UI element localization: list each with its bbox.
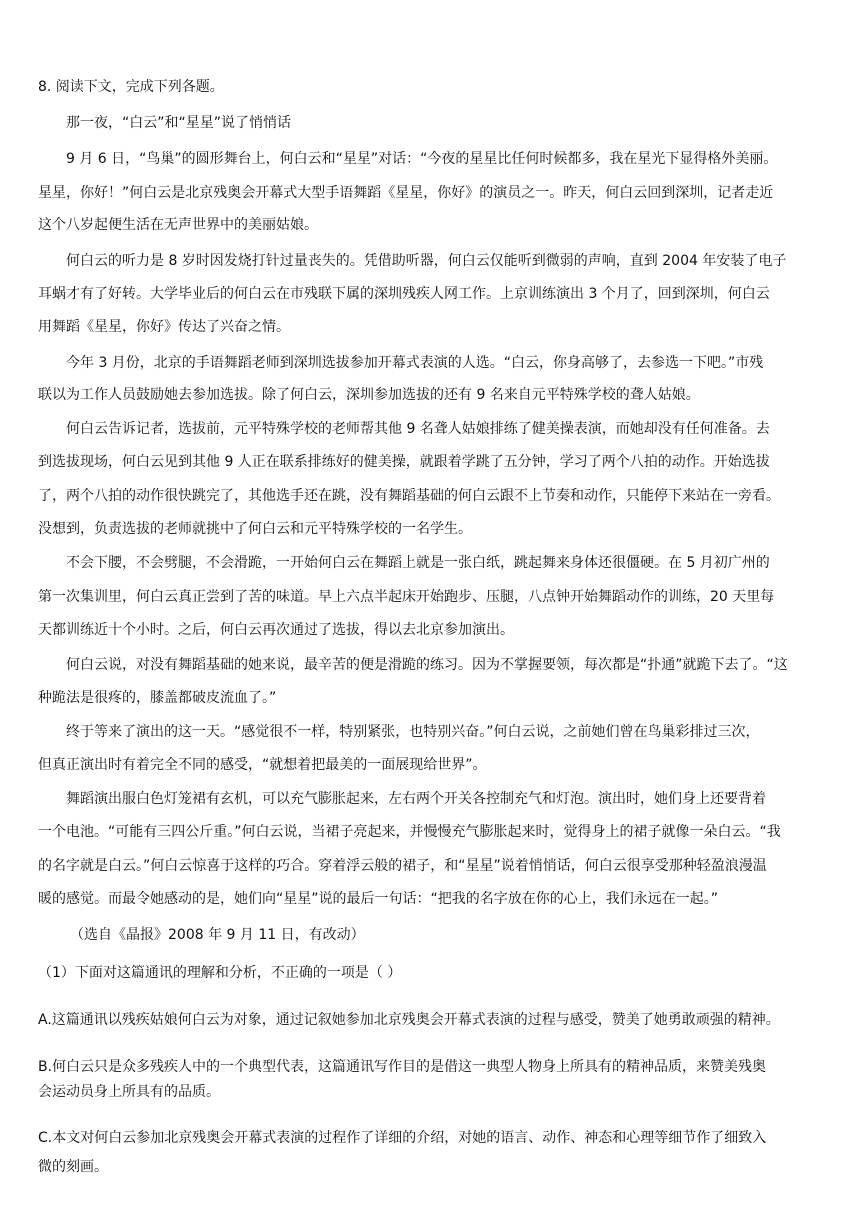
question-header: 8. 阅读下文，完成下列各题。 bbox=[38, 79, 224, 95]
option-c-line: C.本文对何白云参加北京残奥会开幕式表演的过程作了详细的介绍，对她的语言、动作、神态和心理等细节作了细致入 bbox=[38, 1130, 767, 1146]
article-line: 何白云的听力是 8 岁时因发烧打针过量丧失的。凭借助听器，何白云仅能听到微弱的声响，直到 2004 年安装了电子 bbox=[66, 253, 787, 269]
article-line: 用舞蹈《星星，你好》传达了兴奋之情。 bbox=[38, 319, 290, 335]
article-line: 终于等来了演出的这一天。“感觉很不一样，特别紧张，也特别兴奋。”何白云说，之前她们曾在鸟巢彩排过三次， bbox=[66, 724, 760, 740]
article-line: 联以为工作人员鼓励她去参加选拔。除了何白云，深圳参加选拔的还有 9 名来自元平特殊学校的聋人姑娘。 bbox=[38, 387, 700, 403]
article-line: 不会下腰，不会劈腿，不会滑跪，一开始何白云在舞蹈上就是一张白纸，跳起舞来身体还很僵硬。在 5 月初广州的 bbox=[66, 555, 770, 571]
option-b-line: 会运动员身上所具有的品质。 bbox=[38, 1084, 220, 1100]
article-line: 舞蹈演出服白色灯笼裙有玄机，可以充气膨胀起来，左右两个开关各控制充气和灯泡。演出时，她们身上还要背着 bbox=[66, 791, 766, 807]
article-title: 那一夜，“白云”和“星星”说了悄悄话 bbox=[66, 115, 292, 131]
article-line: 何白云说，对没有舞蹈基础的她来说，最辛苦的便是滑跪的练习。因为不掌握要领，每次都是“扑通”就跪下去了。“这 bbox=[66, 657, 788, 673]
question-stem: （1）下面对这篇通讯的理解和分析，不正确的一项是（ ） bbox=[38, 965, 402, 981]
article-line: 第一次集训里，何白云真正尝到了苦的味道。早上六点半起床开始跑步、压腿，八点钟开始舞蹈动作的训练，20 天里每 bbox=[38, 589, 775, 605]
article-line: 天都训练近十个小时。之后，何白云再次通过了选拔，得以去北京参加演出。 bbox=[38, 622, 514, 638]
article-line: 何白云告诉记者，选拔前，元平特殊学校的老师帮其他 9 名聋人姑娘排练了健美操表演，而她却没有任何准备。去 bbox=[66, 421, 770, 437]
option-a: A.这篇通讯以残疾姑娘何白云为对象，通过记叙她参加北京残奥会开幕式表演的过程与感受，赞美了她勇敢顽强的精神。 bbox=[38, 1012, 780, 1028]
article-line: 暖的感觉。而最令她感动的是，她们向“星星”说的最后一句话：“把我的名字放在你的心上，我们永远在一起。” bbox=[38, 891, 719, 907]
article-line: 星星，你好！”何白云是北京残奥会开幕式大型手语舞蹈《星星，你好》的演员之一。昨天，何白云回到深圳，记者走近 bbox=[38, 185, 774, 201]
article-source: （选自《晶报》2008 年 9 月 11 日，有改动） bbox=[70, 927, 365, 943]
article-line: 耳蜗才有了好转。大学毕业后的何白云在市残联下属的深圳残疾人网工作。上京训练演出 3 个月了，回到深圳，何白云 bbox=[38, 286, 770, 302]
article-line: 一个电池。“可能有三四公斤重。”何白云说，当裙子亮起来，并慢慢充气膨胀起来时，觉得身上的裙子就像一朵白云。“我 bbox=[38, 824, 781, 840]
article-line: 到选拔现场，何白云见到其他 9 人正在联系排练好的健美操，就跟着学跳了五分钟，学习了两个八拍的动作。开始选拔 bbox=[38, 454, 770, 470]
article-line: 没想到，负责选拔的老师就挑中了何白云和元平特殊学校的一名学生。 bbox=[38, 521, 472, 537]
article-line: 但真正演出时有着完全不同的感受，“就想着把最美的一面展现给世界”。 bbox=[38, 757, 487, 773]
article-line: 今年 3 月份，北京的手语舞蹈老师到深圳选拔参加开幕式表演的人选。“白云，你身高够了，去参选一下吧。”市残 bbox=[66, 355, 764, 371]
article-line: 的名字就是白云。”何白云惊喜于这样的巧合。穿着浮云般的裙子，和“星星”说着悄悄话，何白云很享受那种轻盈浪漫温 bbox=[38, 858, 767, 874]
option-c-line: 微的刻画。 bbox=[38, 1159, 108, 1175]
article-line: 9 月 6 日，“鸟巢”的圆形舞台上，何白云和“星星”对话：“今夜的星星比任何时候都多，我在星光下显得格外美丽。 bbox=[66, 151, 778, 167]
option-b-line: B.何白云只是众多残疾人中的一个典型代表，这篇通讯写作目的是借这一典型人物身上所具有的精神品质，来赞美残奥 bbox=[38, 1059, 767, 1075]
article-line: 了，两个八拍的动作很快跳完了，其他选手还在跳，没有舞蹈基础的何白云跟不上节奏和动作，只能停下来站在一旁看。 bbox=[38, 488, 780, 504]
article-line: 这个八岁起便生活在无声世界中的美丽姑娘。 bbox=[38, 217, 318, 233]
article-line: 种跪法是很疼的，膝盖都破皮流血了。” bbox=[38, 690, 277, 706]
